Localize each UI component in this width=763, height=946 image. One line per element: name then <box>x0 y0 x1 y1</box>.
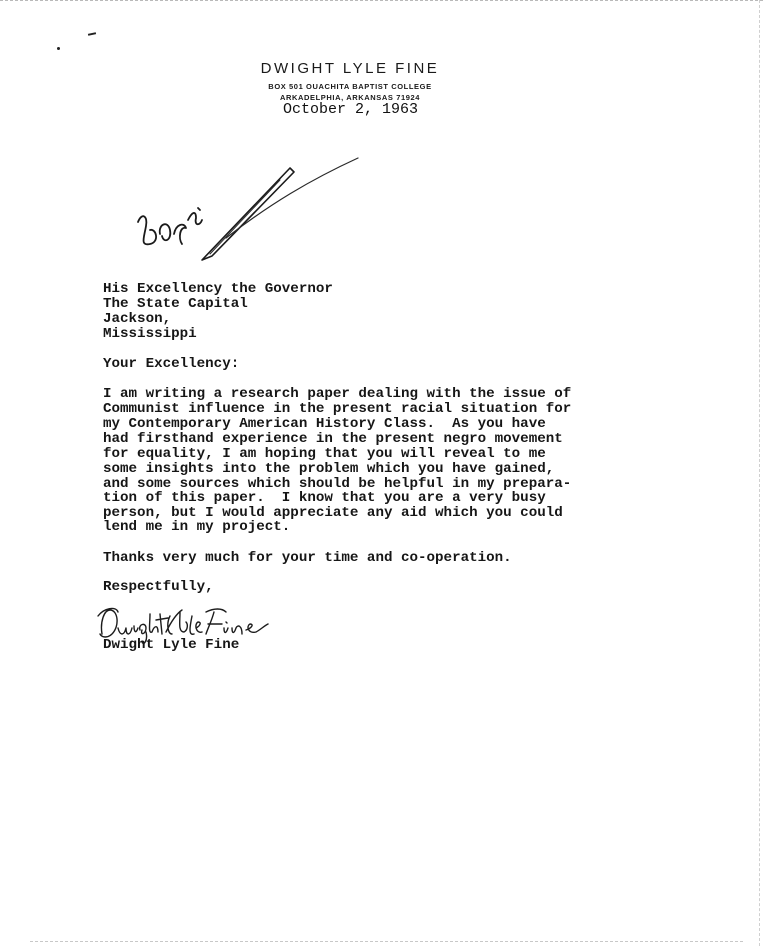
scan-speck <box>57 47 60 50</box>
body-line: and some sources which should be helpful in my prepara- <box>103 476 572 492</box>
letter-date: October 2, 1963 <box>283 101 419 118</box>
body-line: had firsthand experience in the present negro movement <box>103 431 563 447</box>
letterhead-name: DWIGHT LYLE FINE <box>260 60 440 77</box>
body-line: lend me in my project. <box>103 519 291 535</box>
body-line: for equality, I am hoping that you will reveal to me <box>103 446 546 462</box>
scan-edge-bottom <box>30 940 743 942</box>
mark-slash-inner <box>210 180 280 254</box>
scan-edge-top <box>0 0 763 3</box>
body-line: person, but I would appreciate any aid which you could <box>103 505 563 521</box>
closing: Respectfully, <box>103 579 214 595</box>
body-line: tion of this paper. I know that you are a very busy <box>103 490 546 506</box>
typed-signature-name: Dwight Lyle Fine <box>103 637 240 653</box>
body-line: I am writing a research paper dealing with the issue of <box>103 386 572 402</box>
letterhead-address-line: BOX 501 OUACHITA BAPTIST COLLEGE <box>268 82 432 91</box>
closing-paragraph: Thanks very much for your time and co-operation. <box>103 550 512 566</box>
salutation: Your Excellency: <box>103 356 240 372</box>
letterhead-address-line: ARKADELPHIA, ARKANSAS 71924 <box>279 93 421 102</box>
handwritten-mark <box>130 150 370 270</box>
recipient-line: Jackson, <box>103 311 172 327</box>
recipient-line: The State Capital <box>103 296 248 312</box>
recipient-line: Mississippi <box>103 326 197 342</box>
recipient-line: His Excellency the Governor <box>103 281 333 297</box>
body-line: some insights into the problem which you have gained, <box>103 461 555 477</box>
mark-letters <box>138 208 202 244</box>
scan-speck <box>88 32 96 36</box>
letterhead <box>240 60 460 103</box>
body-line: Communist influence in the present racial situation for <box>103 401 572 417</box>
scan-edge-right <box>758 0 760 946</box>
body-line: my Contemporary American History Class. As you have <box>103 416 546 432</box>
